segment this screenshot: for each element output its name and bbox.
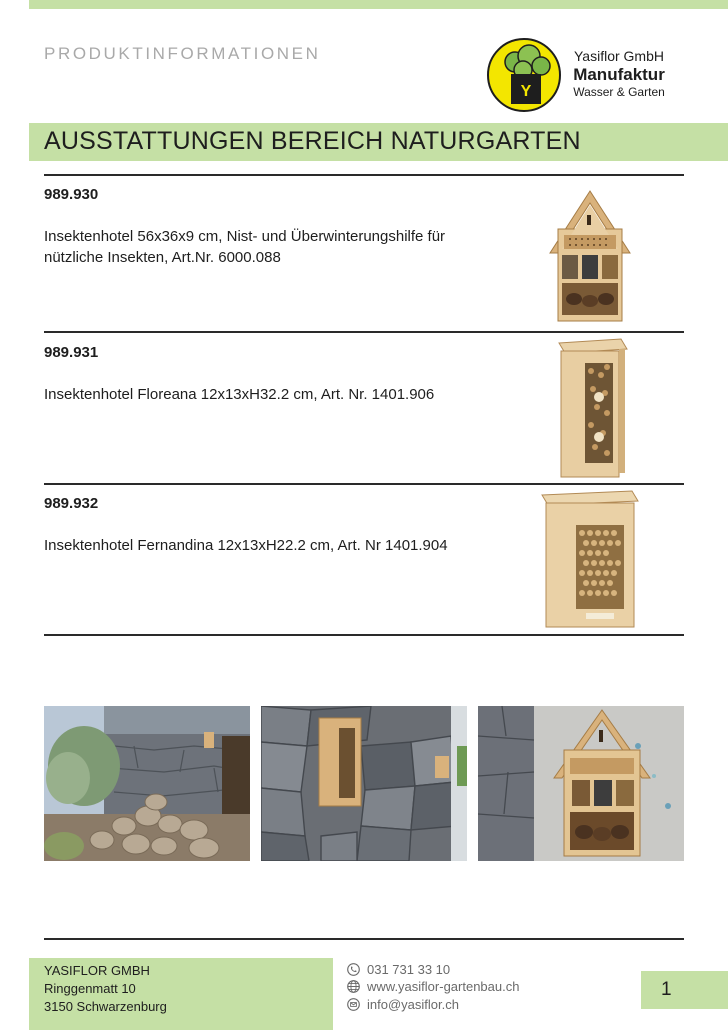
photo-garden-stone-wall [44, 706, 250, 861]
globe-icon [347, 980, 360, 993]
email-icon [347, 998, 360, 1011]
logo-wordmark [563, 48, 675, 100]
product-description: Insektenhotel 56x36x9 cm, Nist- und Überwinterungshilfe für nützliche Insekten, Art.Nr. 6000.088 [44, 228, 446, 266]
product-description: Insektenhotel Floreana 12x13xH32.2 cm, Art. Nr. 1401.906 [44, 386, 435, 403]
footer-address-panel [29, 958, 333, 1030]
product-code: 989.931 [44, 344, 99, 361]
photo-hotel-on-stone-wall [261, 706, 467, 861]
top-accent-bar [29, 0, 728, 9]
product-code: 989.932 [44, 495, 99, 512]
logo-subtagline: Wasser & Garten [573, 85, 665, 99]
divider [44, 174, 684, 176]
logo-company-name: Yasiflor GmbH [574, 48, 664, 64]
footer-company: YASIFLOR GMBH [44, 963, 150, 978]
phone-icon [347, 963, 360, 976]
page-number-box [641, 971, 728, 1009]
footer-phone [347, 962, 450, 977]
product-image-insect-hotel-floreana [555, 337, 629, 479]
page-overline: PRODUKTINFORMATIONEN [44, 44, 321, 63]
photo-house-hotel-on-wall [478, 706, 684, 861]
divider [44, 483, 684, 485]
divider [44, 634, 684, 636]
product-image-insect-hotel-house [548, 189, 632, 325]
divider [44, 331, 684, 333]
page-number: 1 [661, 979, 672, 1000]
section-title: AUSSTATTUNGEN BEREICH NATURGARTEN [44, 127, 581, 155]
product-image-insect-hotel-fernandina [540, 489, 640, 630]
logo-emblem [487, 38, 561, 112]
product-description: Insektenhotel Fernandina 12x13xH22.2 cm, Art. Nr 1401.904 [44, 537, 448, 554]
logo-tagline: Manufaktur [573, 65, 665, 84]
company-logo [487, 38, 677, 114]
product-code: 989.930 [44, 186, 99, 203]
footer-website-text[interactable]: www.yasiflor-gartenbau.ch [367, 979, 520, 994]
footer-phone-text: 031 731 33 10 [367, 962, 451, 977]
footer-street: Ringgenmatt 10 [44, 981, 136, 996]
tree-icon [489, 40, 561, 112]
footer-website[interactable] [347, 979, 519, 994]
footer-email[interactable] [347, 997, 459, 1012]
footer-divider [44, 938, 684, 940]
footer-city: 3150 Schwarzenburg [44, 999, 167, 1014]
section-heading-band [29, 123, 728, 161]
logo-badge-letter: Y [520, 83, 532, 100]
footer-email-text[interactable]: info@yasiflor.ch [367, 997, 459, 1012]
